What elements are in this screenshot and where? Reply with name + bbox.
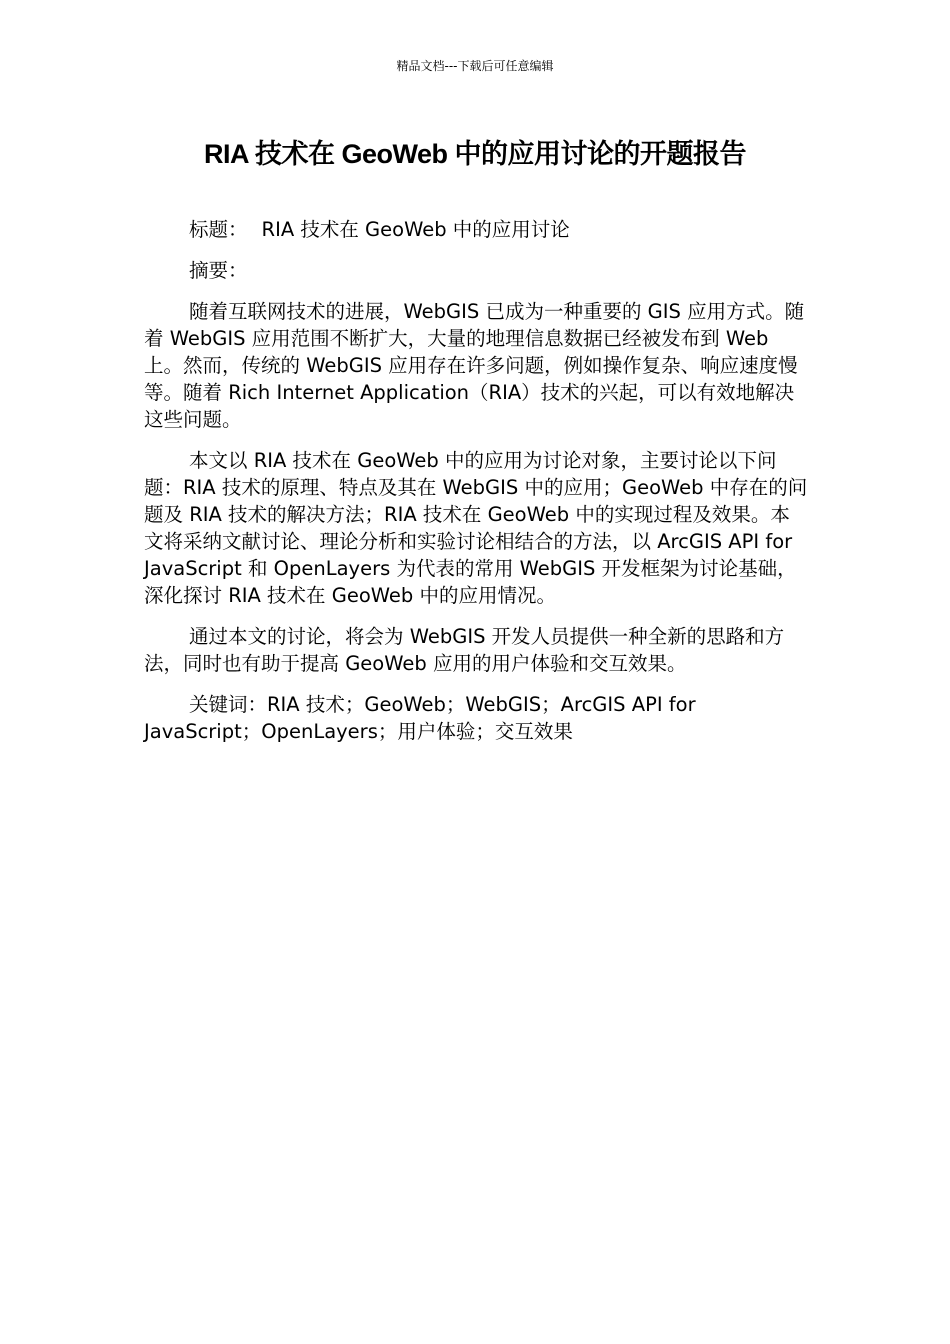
- subject-label: 标题：: [189, 218, 248, 241]
- page-header: 精品文档---下载后可任意编辑: [396, 59, 554, 73]
- abstract-paragraph-1: 随着互联网技术的进展，WebGIS 已成为一种重要的 GIS 应用方式。随着 WebGIS 应用范围不断扩大，大量的地理信息数据已经被发布到 Web 上。然而，传统的 WebGIS 应用存在许多问题，例如操作复杂、响应速度慢等。随着 Rich Internet Application（RIA）技术的兴起，可以有效地解决这些问题。: [144, 300, 805, 431]
- keywords-line: 关键词：RIA 技术；GeoWeb；WebGIS；ArcGIS API for JavaScript；OpenLayers；用户体验；交互效果: [144, 693, 696, 743]
- document-body: [144, 216, 808, 759]
- abstract-paragraph-2: 本文以 RIA 技术在 GeoWeb 中的应用为讨论对象，主要讨论以下问题：RIA 技术的原理、特点及其在 WebGIS 中的应用；GeoWeb 中存在的问题及 RIA 技术的解决方法；RIA 技术在 GeoWeb 中的实现过程及效果。本文将采纳文献讨论、理论分析和实验讨论相结合的方法，以 ArcGIS API for JavaScript 和 OpenLayers 为代表的常用 WebGIS 开发框架为讨论基础，深化探讨 RIA 技术在 GeoWeb 中的应用情况。: [144, 449, 808, 607]
- subject-value: RIA 技术在 GeoWeb 中的应用讨论: [261, 218, 570, 241]
- subject-line: [144, 216, 808, 243]
- abstract-paragraph-3: 通过本文的讨论，将会为 WebGIS 开发人员提供一种全新的思路和方法，同时也有助于提高 GeoWeb 应用的用户体验和交互效果。: [144, 625, 785, 675]
- abstract-label: 摘要：: [189, 259, 248, 282]
- document-title: RIA 技术在 GeoWeb 中的应用讨论的开题报告: [203, 139, 746, 169]
